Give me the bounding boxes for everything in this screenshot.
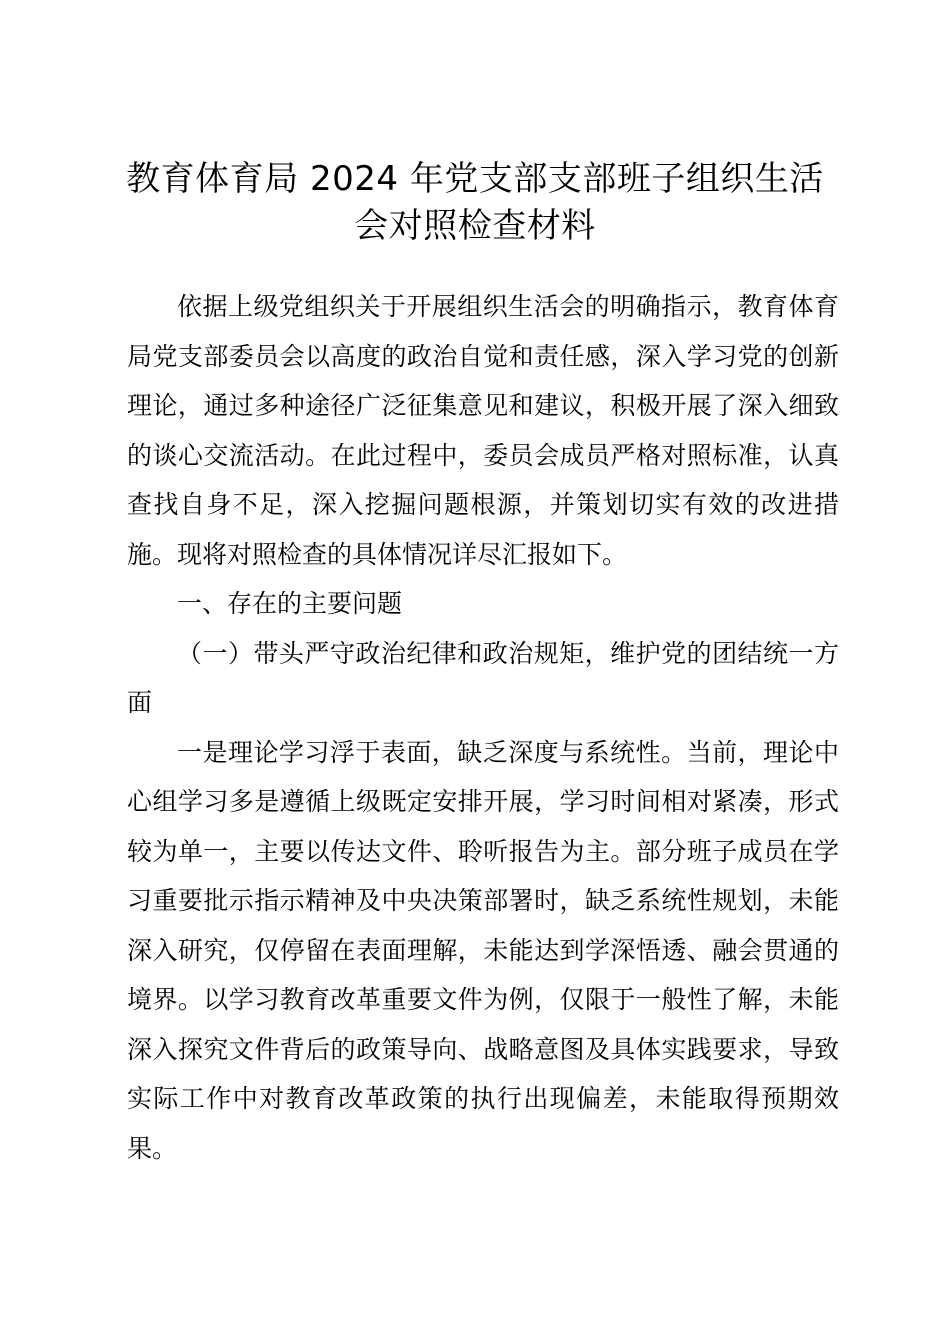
title-line-1: 教育体育局 2024 年党支部支部班子组织生活 <box>126 159 824 199</box>
document-body <box>127 282 839 1173</box>
section-heading: 一、存在的主要问题 <box>177 589 403 618</box>
subsection-heading: （一）带头严守政治纪律和政治规矩，维护党的团结统一方面 <box>127 638 839 717</box>
title-line-2: 会对照检查材料 <box>354 206 596 246</box>
intro-paragraph: 依据上级党组织关于开展组织生活会的明确指示，教育体育局党支部委员会以高度的政治自觉和责任感，深入学习党的创新理论，通过多种途径广泛征集意见和建议，积极开展了深入细致的谈心交流活动。在此过程中，委员会成员严格对照标准，认真查找自身不足，深入挖掘问题根源，并策划切实有效的改进措施。现将对照检查的具体情况详尽汇报如下。 <box>127 292 839 569</box>
document-title <box>110 156 840 250</box>
body-paragraph: 一是理论学习浮于表面，缺乏深度与系统性。当前，理论中心组学习多是遵循上级既定安排开展，学习时间相对紧凑，形式较为单一，主要以传达文件、聆听报告为主。部分班子成员在学习重要批示指示精神及中央决策部署时，缺乏系统性规划，未能深入研究，仅停留在表面理解，未能达到学深悟透、融会贯通的境界。以学习教育改革重要文件为例，仅限于一般性了解，未能深入探究文件背后的政策导向、战略意图及具体实践要求，导致实际工作中对教育改革政策的执行出现偏差，未能取得预期效果。 <box>127 737 839 1163</box>
